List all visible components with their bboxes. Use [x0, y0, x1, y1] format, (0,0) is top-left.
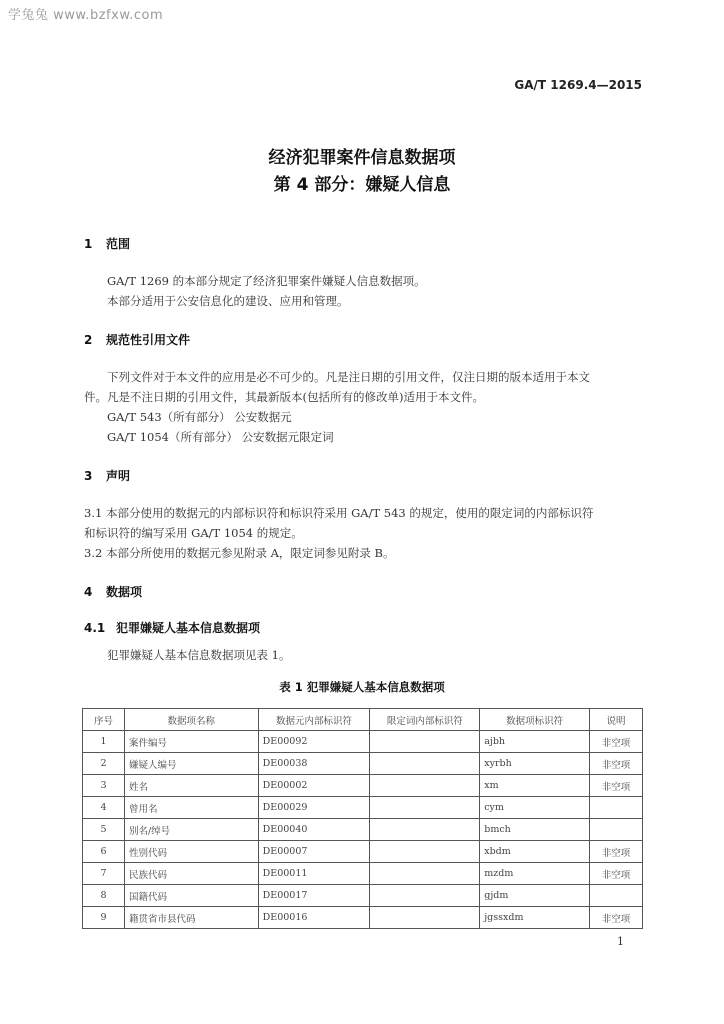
cell-seq: 6: [83, 841, 125, 863]
paragraph: 下列文件对于本文件的应用是必不可少的。凡是注日期的引用文件，仅注日期的版本适用于本文: [107, 370, 590, 384]
paragraph: 犯罪嫌疑人基本信息数据项见表 1。: [107, 648, 291, 662]
section-number: 2: [84, 333, 93, 347]
cell-qualifier-id: [370, 907, 480, 929]
table-row: [83, 841, 643, 863]
cell-item-identifier: xm: [480, 775, 590, 797]
cell-seq: 4: [83, 797, 125, 819]
cell-note: 非空项: [590, 775, 643, 797]
cell-item-name: 性别代码: [124, 841, 258, 863]
table-row: [83, 863, 643, 885]
reference-item: GA/T 543（所有部分） 公安数据元: [107, 410, 292, 424]
cell-qualifier-id: [370, 797, 480, 819]
cell-item-name: 籍贯省市县代码: [124, 907, 258, 929]
cell-element-id: DE00016: [258, 907, 370, 929]
cell-seq: 5: [83, 819, 125, 841]
paragraph: 件。凡是不注日期的引用文件，其最新版本(包括所有的修改单)适用于本文件。: [84, 390, 484, 404]
document-title: 经济犯罪案件信息数据项: [268, 148, 456, 168]
section-number: 3: [84, 469, 93, 483]
cell-qualifier-id: [370, 863, 480, 885]
cell-qualifier-id: [370, 731, 480, 753]
section-title: 范围: [106, 237, 131, 251]
cell-item-identifier: bmch: [480, 819, 590, 841]
cell-note: 非空项: [590, 863, 643, 885]
cell-item-name: 姓名: [124, 775, 258, 797]
cell-qualifier-id: [370, 819, 480, 841]
cell-seq: 1: [83, 731, 125, 753]
cell-qualifier-id: [370, 841, 480, 863]
cell-qualifier-id: [370, 885, 480, 907]
site-watermark: 学兔兔 www.bzfxw.com: [8, 8, 164, 23]
section-title: 声明: [106, 469, 131, 483]
table-caption: 表 1 犯罪嫌疑人基本信息数据项: [279, 680, 445, 694]
cell-note: [590, 797, 643, 819]
header-cell: 说明: [590, 709, 643, 731]
cell-item-name: 嫌疑人编号: [124, 753, 258, 775]
cell-item-name: 国籍代码: [124, 885, 258, 907]
section-3-heading: [84, 467, 130, 484]
section-number: 4: [84, 585, 93, 599]
paragraph: 本部分适用于公安信息化的建设、应用和管理。: [107, 294, 349, 308]
cell-seq: 9: [83, 907, 125, 929]
cell-element-id: DE00038: [258, 753, 370, 775]
table-header-row: [83, 709, 643, 731]
clause: 3.2 本部分所使用的数据元参见附录 A，限定词参见附录 B。: [84, 546, 395, 560]
table-row: [83, 775, 643, 797]
section-title: 规范性引用文件: [106, 333, 191, 347]
cell-item-name: 曾用名: [124, 797, 258, 819]
header-cell: 限定词内部标识符: [370, 709, 480, 731]
data-items-table: [82, 708, 643, 929]
cell-element-id: DE00017: [258, 885, 370, 907]
cell-element-id: DE00007: [258, 841, 370, 863]
cell-seq: 7: [83, 863, 125, 885]
cell-item-identifier: xbdm: [480, 841, 590, 863]
section-4-1-heading: [84, 619, 260, 636]
section-title: 犯罪嫌疑人基本信息数据项: [116, 621, 261, 635]
document-subtitle: 第 4 部分：嫌疑人信息: [273, 175, 451, 195]
section-1-heading: [84, 235, 130, 252]
cell-item-identifier: jgssxdm: [480, 907, 590, 929]
standard-number: GA/T 1269.4—2015: [514, 78, 642, 92]
cell-item-identifier: ajbh: [480, 731, 590, 753]
cell-note: 非空项: [590, 907, 643, 929]
table-row: [83, 885, 643, 907]
page-number: 1: [617, 935, 624, 948]
cell-qualifier-id: [370, 753, 480, 775]
cell-seq: 8: [83, 885, 125, 907]
cell-element-id: DE00002: [258, 775, 370, 797]
paragraph: GA/T 1269 的本部分规定了经济犯罪案件嫌疑人信息数据项。: [107, 274, 426, 288]
cell-item-name: 别名/绰号: [124, 819, 258, 841]
cell-item-identifier: mzdm: [480, 863, 590, 885]
section-number: 1: [84, 237, 93, 251]
section-title: 数据项: [106, 585, 143, 599]
section-4-heading: [84, 583, 142, 600]
clause: 和标识符的编写采用 GA/T 1054 的规定。: [84, 526, 303, 540]
header-cell: 序号: [83, 709, 125, 731]
header-cell: 数据元内部标识符: [258, 709, 370, 731]
cell-seq: 3: [83, 775, 125, 797]
clause: 3.1 本部分使用的数据元的内部标识符和标识符采用 GA/T 543 的规定，使用的限定词的内部标识符: [84, 506, 594, 520]
section-number: 4.1: [84, 621, 106, 635]
reference-item: GA/T 1054（所有部分） 公安数据元限定词: [107, 430, 334, 444]
cell-qualifier-id: [370, 775, 480, 797]
cell-note: [590, 819, 643, 841]
cell-item-identifier: cym: [480, 797, 590, 819]
table-row: [83, 907, 643, 929]
cell-element-id: DE00092: [258, 731, 370, 753]
cell-item-name: 案件编号: [124, 731, 258, 753]
table-row: [83, 819, 643, 841]
cell-note: 非空项: [590, 841, 643, 863]
cell-element-id: DE00029: [258, 797, 370, 819]
table-row: [83, 797, 643, 819]
cell-note: 非空项: [590, 753, 643, 775]
section-2-heading: [84, 331, 190, 348]
table-row: [83, 753, 643, 775]
cell-element-id: DE00040: [258, 819, 370, 841]
header-cell: 数据项名称: [124, 709, 258, 731]
cell-note: 非空项: [590, 731, 643, 753]
table-row: [83, 731, 643, 753]
cell-element-id: DE00011: [258, 863, 370, 885]
cell-item-identifier: xyrbh: [480, 753, 590, 775]
cell-seq: 2: [83, 753, 125, 775]
cell-item-identifier: gjdm: [480, 885, 590, 907]
cell-item-name: 民族代码: [124, 863, 258, 885]
cell-note: [590, 885, 643, 907]
header-cell: 数据项标识符: [480, 709, 590, 731]
